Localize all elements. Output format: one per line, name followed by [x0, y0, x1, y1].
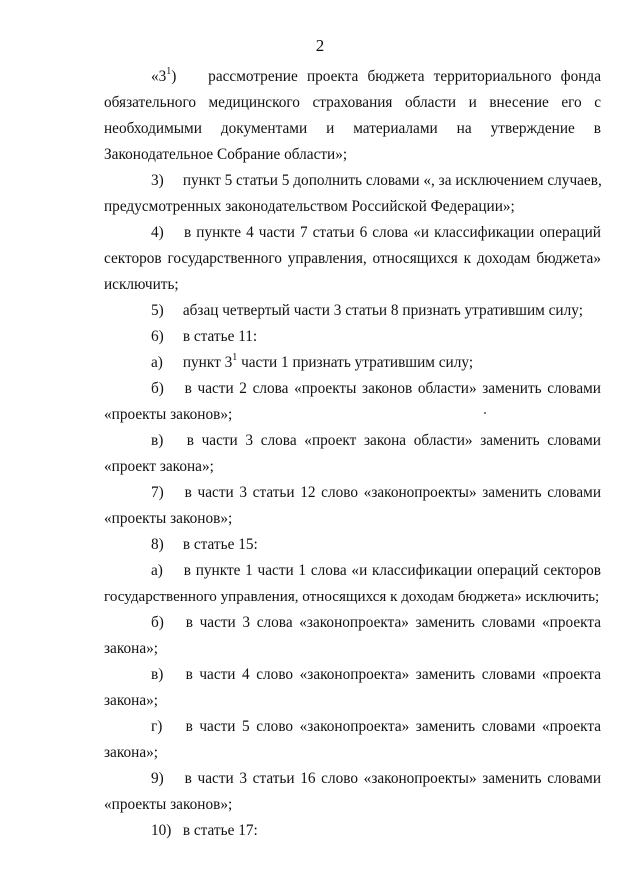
paragraph-continuation-line: закона»;	[104, 640, 159, 657]
list-marker: г)	[151, 718, 163, 735]
list-marker: б)	[151, 380, 164, 397]
paragraph-text: в статье 17:	[182, 822, 258, 839]
paragraph-first-line	[104, 170, 601, 192]
paragraph-first-line	[104, 534, 601, 556]
paragraph-text: в статье 15:	[182, 536, 258, 553]
paragraph-continuation-line: «проекты законов»;	[104, 796, 233, 813]
paragraph-first-line	[104, 820, 601, 842]
paragraph-text: части 1 признать утратившим силу;	[237, 354, 474, 371]
paragraph-text: в части 3 слова «проект закона области» заменить словами	[186, 432, 601, 449]
list-marker: 6)	[151, 328, 164, 345]
paragraph-first-line	[104, 612, 601, 634]
paragraph-first-line	[104, 352, 601, 374]
paragraph-text: в части 5 слово «законопроекта» заменить словами «проекта	[185, 718, 601, 735]
list-marker: 5)	[151, 302, 164, 319]
list-marker: 8)	[151, 536, 164, 553]
paragraph-first-line	[104, 716, 601, 738]
paragraph-text: в статье 11:	[182, 328, 258, 345]
marker-text: «3	[151, 68, 167, 85]
list-marker	[151, 66, 199, 88]
list-marker: в)	[151, 432, 164, 449]
paragraph-first-line	[104, 768, 601, 790]
paragraph-continuation-line: секторов государственного управления, относящихся к доходам бюджета»	[104, 250, 601, 267]
paragraph-first-line	[104, 66, 601, 88]
paragraph-continuation-line: обязательного медицинского страхования области и внесение его с	[104, 94, 601, 111]
paragraph-continuation-line: «проекты законов»;	[104, 406, 233, 423]
paragraph-text: в части 3 слова «законопроекта» заменить словами «проекта	[185, 614, 602, 631]
list-marker: б)	[151, 614, 164, 631]
paragraph-first-line	[104, 378, 601, 400]
paragraph-continuation-line: «проекты законов»;	[104, 510, 233, 527]
paragraph-text: пункт 5 статьи 5 дополнить словами «, за исключением случаев,	[182, 172, 602, 189]
list-marker: 10)	[151, 822, 172, 839]
paragraph-text: в пункте 4 части 7 статьи 6 слова «и классификации операций	[184, 224, 601, 241]
list-marker: а)	[151, 354, 163, 371]
paragraph-text: в части 4 слово «законопроекта» заменить словами «проекта	[185, 666, 601, 683]
paragraph-continuation-line: исключить;	[104, 276, 179, 293]
paragraph-continuation-line: «проект закона»;	[104, 458, 214, 475]
paragraph-text: в пункте 1 части 1 слова «и классификации операций секторов	[183, 562, 602, 579]
paragraph-text: пункт 3	[182, 354, 233, 371]
paragraph-first-line	[104, 560, 601, 582]
marker-text: )	[171, 68, 177, 85]
paragraph-first-line	[104, 326, 601, 348]
paragraph-continuation-line: государственного управления, относящихся к доходам бюджета» исключить;	[104, 589, 600, 605]
list-marker: а)	[151, 562, 163, 579]
paragraph-first-line	[104, 430, 601, 452]
list-marker: в)	[151, 666, 164, 683]
paragraph-first-line	[104, 664, 601, 686]
list-marker: 7)	[151, 484, 164, 501]
list-marker: 4)	[151, 224, 164, 241]
superscript: 1	[232, 351, 238, 363]
paragraph-text: абзац четвертый части 3 статьи 8 признать утратившим силу;	[182, 302, 583, 319]
paragraph-continuation-line: закона»;	[104, 692, 159, 709]
paragraph-continuation-line: Законодательное Собрание области»;	[104, 146, 348, 163]
paragraph-text: рассмотрение проекта бюджета территориального фонда	[208, 68, 601, 85]
paragraph-continuation-line: предусмотренных законодательством Российской Федерации»;	[104, 198, 515, 215]
paragraph-continuation-line: необходимыми документами и материалами на утверждение в	[104, 120, 601, 137]
list-marker: 9)	[151, 770, 164, 787]
marker-superscript: 1	[166, 65, 172, 77]
paragraph-text: в части 3 статьи 12 слово «законопроекты» заменить словами	[184, 484, 601, 501]
page-number: 2	[315, 36, 325, 55]
paragraph-continuation-line: закона»;	[104, 744, 159, 761]
paragraph-text: в части 2 слова «проекты законов области» заменить словами	[184, 380, 601, 397]
paragraph-first-line	[104, 482, 601, 504]
paragraph-first-line	[104, 300, 601, 322]
paragraph-first-line	[104, 222, 601, 244]
paragraph-text: в части 3 статьи 16 слово «законопроекты» заменить словами	[184, 770, 601, 787]
list-marker: 3)	[151, 172, 164, 189]
